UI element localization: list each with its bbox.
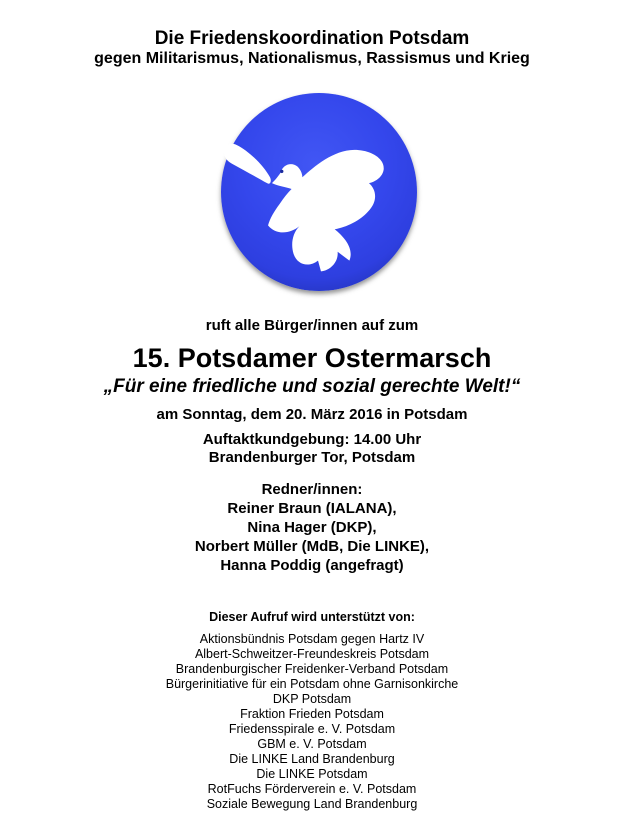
supporters-section xyxy=(0,610,624,812)
organization-subtitle: gegen Militarismus, Nationalismus, Rassismus und Krieg xyxy=(94,50,530,67)
supporter-item: Soziale Bewegung Land Brandenburg xyxy=(206,797,418,811)
supporter-item: Die LINKE Land Brandenburg xyxy=(229,752,395,766)
supporter-item: Aktionsbündnis Potsdam gegen Hartz IV xyxy=(199,632,425,646)
organization-title: Die Friedenskoordination Potsdam xyxy=(154,28,470,49)
call-line: ruft alle Bürger/innen auf zum xyxy=(205,317,419,334)
supporter-item: DKP Potsdam xyxy=(272,692,352,706)
event-details xyxy=(0,431,624,467)
peace-badge xyxy=(221,93,417,291)
event-date-line: am Sonntag, dem 20. März 2016 in Potsdam xyxy=(156,406,468,423)
speakers-heading: Redner/innen: xyxy=(261,481,363,498)
supporter-item: Friedensspirale e. V. Potsdam xyxy=(228,722,396,736)
speaker-item: Nina Hager (DKP), xyxy=(247,519,377,536)
supporter-item: Brandenburgischer Freidenker-Verband Potsdam xyxy=(175,662,449,676)
supporter-item: Fraktion Frieden Potsdam xyxy=(240,707,384,721)
supporter-item: RotFuchs Förderverein e. V. Potsdam xyxy=(207,782,417,796)
supporter-item: Albert-Schweitzer-Freundeskreis Potsdam xyxy=(194,647,430,661)
event-title: 15. Potsdamer Ostermarsch xyxy=(132,343,492,373)
speaker-item: Hanna Poddig (angefragt) xyxy=(220,557,404,574)
event-location-line: Brandenburger Tor, Potsdam xyxy=(208,449,416,466)
supporter-item: GBM e. V. Potsdam xyxy=(257,737,367,751)
speaker-item: Norbert Müller (MdB, Die LINKE), xyxy=(194,538,430,555)
speaker-item: Reiner Braun (IALANA), xyxy=(227,500,397,517)
event-time-line: Auftaktkundgebung: 14.00 Uhr xyxy=(202,431,422,448)
speakers-section xyxy=(0,480,624,575)
supporter-item: Die LINKE Potsdam xyxy=(256,767,368,781)
supporters-heading: Dieser Aufruf wird unterstützt von: xyxy=(209,610,415,624)
event-slogan: „Für eine friedliche und sozial gerechte Welt!“ xyxy=(103,376,521,397)
supporter-item: Bürgerinitiative für ein Potsdam ohne Garnisonkirche xyxy=(165,677,459,691)
peace-dove-icon xyxy=(221,93,417,291)
